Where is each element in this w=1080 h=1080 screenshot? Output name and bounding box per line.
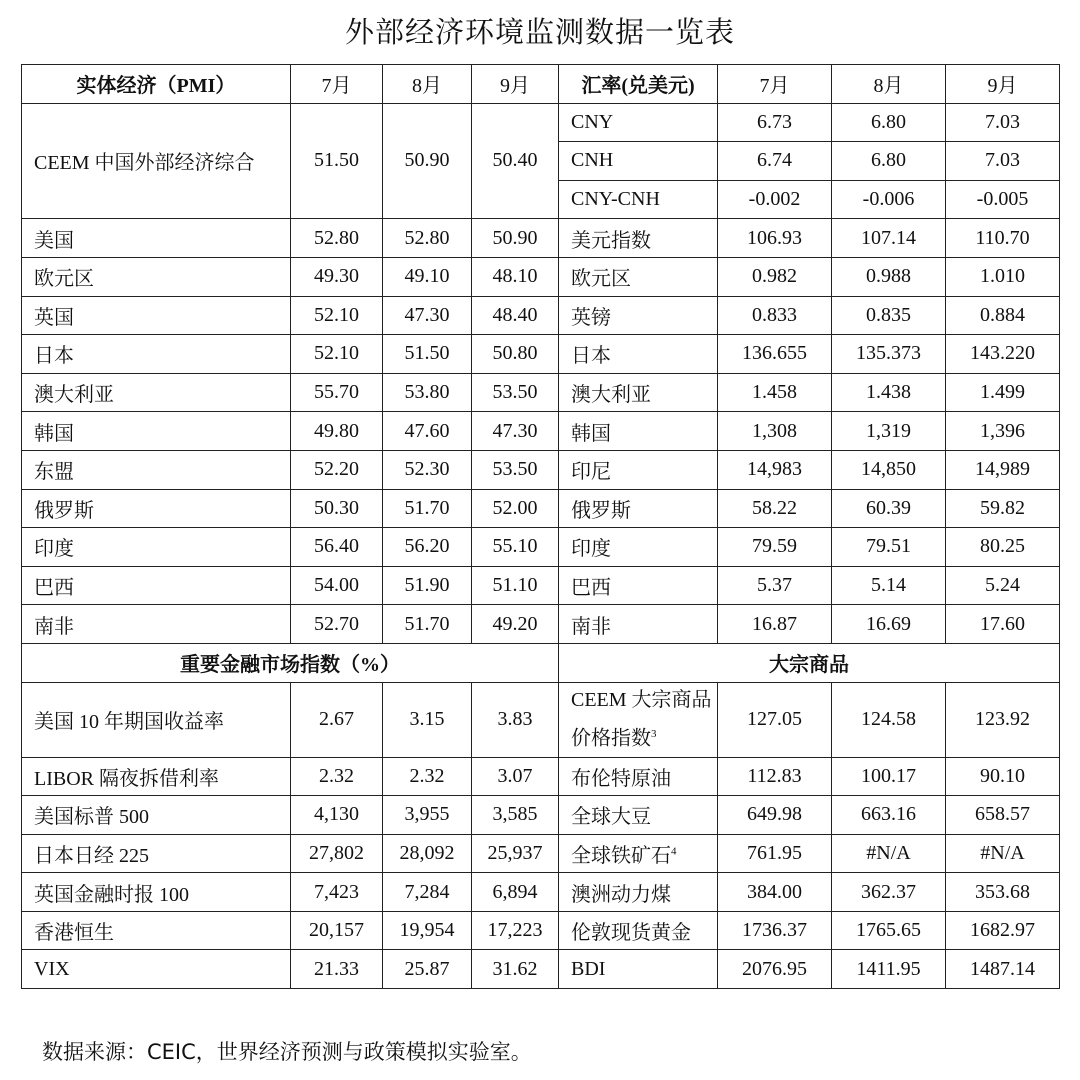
pmi-value: 55.10 <box>472 528 559 567</box>
fx-label: 印度 <box>559 528 718 567</box>
ceem-value: 50.90 <box>383 103 472 219</box>
fx-value: 58.22 <box>718 489 832 528</box>
footnote-marker: 4 <box>671 845 677 858</box>
fx-value: 106.93 <box>718 219 832 258</box>
fx-value: 1,396 <box>946 412 1060 451</box>
market-label: 日本日经 225 <box>22 834 291 873</box>
fx-value: 16.87 <box>718 605 832 644</box>
fx-label: 韩国 <box>559 412 718 451</box>
commodity-value: 353.68 <box>946 873 1060 912</box>
pmi-label: 巴西 <box>22 566 291 605</box>
commodity-label <box>559 950 718 989</box>
commodity-value: 124.58 <box>832 682 946 757</box>
fx-label: CNH <box>559 142 718 181</box>
commodity-value: 658.57 <box>946 796 1060 835</box>
table-row <box>22 373 1060 412</box>
pmi-label: 东盟 <box>22 450 291 489</box>
table-row <box>22 796 1060 835</box>
fx-label: 南非 <box>559 605 718 644</box>
market-value: 3.83 <box>472 682 559 757</box>
commodity-label-text: 全球铁矿石 <box>571 844 671 867</box>
pmi-value: 52.70 <box>291 605 383 644</box>
fx-value: 1.499 <box>946 373 1060 412</box>
commodity-value: 761.95 <box>718 834 832 873</box>
pmi-value: 52.20 <box>291 450 383 489</box>
ceem-value: 51.50 <box>291 103 383 219</box>
fx-value: 6.73 <box>718 103 832 142</box>
fx-value: 6.74 <box>718 142 832 181</box>
commodity-value: 127.05 <box>718 682 832 757</box>
commodity-value: 112.83 <box>718 757 832 796</box>
fx-value: 6.80 <box>832 142 946 181</box>
pmi-value: 52.00 <box>472 489 559 528</box>
pmi-value: 49.30 <box>291 257 383 296</box>
fx-label: 俄罗斯 <box>559 489 718 528</box>
commodities-header: 大宗商品 <box>559 643 1060 682</box>
pmi-month-header: 7月 <box>291 65 383 104</box>
table-row <box>22 257 1060 296</box>
table-row <box>22 335 1060 374</box>
fx-value: 143.220 <box>946 335 1060 374</box>
data-source-note: 数据来源：CEIC，世界经济预测与政策模拟实验室。 <box>42 1040 532 1064</box>
fx-value: 0.884 <box>946 296 1060 335</box>
pmi-label: 美国 <box>22 219 291 258</box>
fx-month-header: 8月 <box>832 65 946 104</box>
pmi-value: 48.40 <box>472 296 559 335</box>
fx-value: 107.14 <box>832 219 946 258</box>
table-body <box>22 65 1060 989</box>
pmi-value: 51.50 <box>383 335 472 374</box>
pmi-label: 澳大利亚 <box>22 373 291 412</box>
market-value: 3.07 <box>472 757 559 796</box>
pmi-label: 欧元区 <box>22 257 291 296</box>
fx-value: 14,850 <box>832 450 946 489</box>
pmi-value: 53.80 <box>383 373 472 412</box>
fx-value: 0.835 <box>832 296 946 335</box>
fx-value: 1,319 <box>832 412 946 451</box>
table-row <box>22 834 1060 873</box>
pmi-label: 南非 <box>22 605 291 644</box>
pmi-value: 52.10 <box>291 335 383 374</box>
pmi-header-label: 实体经济（PMI） <box>22 65 291 104</box>
fx-value: 80.25 <box>946 528 1060 567</box>
commodity-value: 1736.37 <box>718 911 832 950</box>
pmi-value: 51.70 <box>383 489 472 528</box>
fx-value: 110.70 <box>946 219 1060 258</box>
market-value: 17,223 <box>472 911 559 950</box>
fx-value: 5.24 <box>946 566 1060 605</box>
market-label: 香港恒生 <box>22 911 291 950</box>
ceem-label: CEEM 中国外部经济综合 <box>22 103 291 219</box>
pmi-value: 47.60 <box>383 412 472 451</box>
commodity-value: 384.00 <box>718 873 832 912</box>
table-row <box>22 911 1060 950</box>
pmi-value: 52.10 <box>291 296 383 335</box>
fx-label: 欧元区 <box>559 257 718 296</box>
commodity-value: 2076.95 <box>718 950 832 989</box>
commodity-label <box>559 757 718 796</box>
table-row <box>22 450 1060 489</box>
fx-label: 日本 <box>559 335 718 374</box>
page-title: 外部经济环境监测数据一览表 <box>344 15 735 49</box>
market-label: LIBOR 隔夜拆借利率 <box>22 757 291 796</box>
commodity-label-text: 全球大豆 <box>571 806 651 829</box>
table-row <box>22 296 1060 335</box>
market-label: 美国 10 年期国收益率 <box>22 682 291 757</box>
table-row <box>22 873 1060 912</box>
pmi-value: 52.30 <box>383 450 472 489</box>
market-value: 3,585 <box>472 796 559 835</box>
header-row <box>22 65 1060 104</box>
market-value: 27,802 <box>291 834 383 873</box>
market-value: 31.62 <box>472 950 559 989</box>
fx-value: 0.833 <box>718 296 832 335</box>
table-row <box>22 757 1060 796</box>
market-value: 3.15 <box>383 682 472 757</box>
table-row <box>22 528 1060 567</box>
fx-value: 16.69 <box>832 605 946 644</box>
commodity-value: #N/A <box>946 834 1060 873</box>
fx-month-header: 7月 <box>718 65 832 104</box>
commodity-value: 1682.97 <box>946 911 1060 950</box>
fx-value: 0.982 <box>718 257 832 296</box>
pmi-value: 48.10 <box>472 257 559 296</box>
pmi-value: 47.30 <box>472 412 559 451</box>
commodity-value: 90.10 <box>946 757 1060 796</box>
table-row <box>22 566 1060 605</box>
fx-value: 79.59 <box>718 528 832 567</box>
fx-label: 巴西 <box>559 566 718 605</box>
market-value: 7,284 <box>383 873 472 912</box>
market-value: 6,894 <box>472 873 559 912</box>
pmi-value: 56.20 <box>383 528 472 567</box>
financial-markets-header: 重要金融市场指数（%） <box>22 643 559 682</box>
pmi-value: 47.30 <box>383 296 472 335</box>
commodity-value: 649.98 <box>718 796 832 835</box>
commodity-value: 1487.14 <box>946 950 1060 989</box>
market-value: 2.67 <box>291 682 383 757</box>
fx-value: 1.010 <box>946 257 1060 296</box>
fx-label: CNY-CNH <box>559 180 718 219</box>
market-value: 4,130 <box>291 796 383 835</box>
market-label: 英国金融时报 100 <box>22 873 291 912</box>
fx-value: 17.60 <box>946 605 1060 644</box>
commodity-value: 123.92 <box>946 682 1060 757</box>
pmi-value: 50.30 <box>291 489 383 528</box>
fx-value: 59.82 <box>946 489 1060 528</box>
fx-value: 1,308 <box>718 412 832 451</box>
commodity-label <box>559 796 718 835</box>
monitoring-table <box>21 64 1060 989</box>
fx-value: 7.03 <box>946 103 1060 142</box>
market-label: 美国标普 500 <box>22 796 291 835</box>
market-value: 28,092 <box>383 834 472 873</box>
commodity-label <box>559 873 718 912</box>
fx-label: 美元指数 <box>559 219 718 258</box>
fx-month-header: 9月 <box>946 65 1060 104</box>
table-row <box>22 950 1060 989</box>
commodity-label <box>559 911 718 950</box>
fx-value: 1.458 <box>718 373 832 412</box>
fx-value: 0.988 <box>832 257 946 296</box>
fx-value: 136.655 <box>718 335 832 374</box>
fx-label: CNY <box>559 103 718 142</box>
commodity-value: #N/A <box>832 834 946 873</box>
table-row <box>22 605 1060 644</box>
commodity-value: 362.37 <box>832 873 946 912</box>
pmi-value: 52.80 <box>383 219 472 258</box>
pmi-value: 52.80 <box>291 219 383 258</box>
fx-label: 印尼 <box>559 450 718 489</box>
commodity-label-text: CEEM 大宗商品价格指数 <box>571 689 712 750</box>
market-value: 25,937 <box>472 834 559 873</box>
commodity-value: 1765.65 <box>832 911 946 950</box>
fx-value: 7.03 <box>946 142 1060 181</box>
commodity-label-text: BDI <box>571 957 606 980</box>
pmi-value: 49.20 <box>472 605 559 644</box>
commodity-label <box>559 834 718 873</box>
pmi-value: 53.50 <box>472 373 559 412</box>
commodity-label-text: 布伦特原油 <box>571 767 671 790</box>
table-row <box>22 682 1060 757</box>
pmi-value: 53.50 <box>472 450 559 489</box>
pmi-label: 韩国 <box>22 412 291 451</box>
commodity-label-text: 伦敦现货黄金 <box>571 922 691 945</box>
fx-value: -0.002 <box>718 180 832 219</box>
fx-value: 79.51 <box>832 528 946 567</box>
section-header-row <box>22 643 1060 682</box>
commodity-label-text: 澳洲动力煤 <box>571 883 671 906</box>
footnote-marker: 3 <box>651 728 657 741</box>
market-value: 2.32 <box>291 757 383 796</box>
fx-value: 5.37 <box>718 566 832 605</box>
pmi-value: 51.70 <box>383 605 472 644</box>
fx-value: 14,983 <box>718 450 832 489</box>
fx-header-label: 汇率(兑美元) <box>559 65 718 104</box>
commodity-label <box>559 682 718 757</box>
pmi-label: 日本 <box>22 335 291 374</box>
pmi-month-header: 8月 <box>383 65 472 104</box>
pmi-value: 55.70 <box>291 373 383 412</box>
fx-value: 135.373 <box>832 335 946 374</box>
market-value: 19,954 <box>383 911 472 950</box>
pmi-value: 49.10 <box>383 257 472 296</box>
market-value: 7,423 <box>291 873 383 912</box>
market-value: 2.32 <box>383 757 472 796</box>
pmi-value: 51.90 <box>383 566 472 605</box>
market-label: VIX <box>22 950 291 989</box>
commodity-value: 100.17 <box>832 757 946 796</box>
pmi-value: 51.10 <box>472 566 559 605</box>
fx-value: -0.006 <box>832 180 946 219</box>
market-value: 3,955 <box>383 796 472 835</box>
fx-value: 1.438 <box>832 373 946 412</box>
table-row <box>22 103 1060 142</box>
pmi-value: 56.40 <box>291 528 383 567</box>
fx-value: 60.39 <box>832 489 946 528</box>
pmi-value: 49.80 <box>291 412 383 451</box>
pmi-month-header: 9月 <box>472 65 559 104</box>
fx-value: 14,989 <box>946 450 1060 489</box>
market-value: 25.87 <box>383 950 472 989</box>
pmi-label: 印度 <box>22 528 291 567</box>
pmi-label: 俄罗斯 <box>22 489 291 528</box>
table-row <box>22 489 1060 528</box>
commodity-value: 663.16 <box>832 796 946 835</box>
table-row <box>22 219 1060 258</box>
pmi-label: 英国 <box>22 296 291 335</box>
fx-value: 5.14 <box>832 566 946 605</box>
fx-label: 英镑 <box>559 296 718 335</box>
commodity-value: 1411.95 <box>832 950 946 989</box>
fx-value: 6.80 <box>832 103 946 142</box>
fx-label: 澳大利亚 <box>559 373 718 412</box>
market-value: 21.33 <box>291 950 383 989</box>
table-row <box>22 412 1060 451</box>
pmi-value: 50.80 <box>472 335 559 374</box>
fx-value: -0.005 <box>946 180 1060 219</box>
pmi-value: 50.90 <box>472 219 559 258</box>
ceem-value: 50.40 <box>472 103 559 219</box>
pmi-value: 54.00 <box>291 566 383 605</box>
market-value: 20,157 <box>291 911 383 950</box>
